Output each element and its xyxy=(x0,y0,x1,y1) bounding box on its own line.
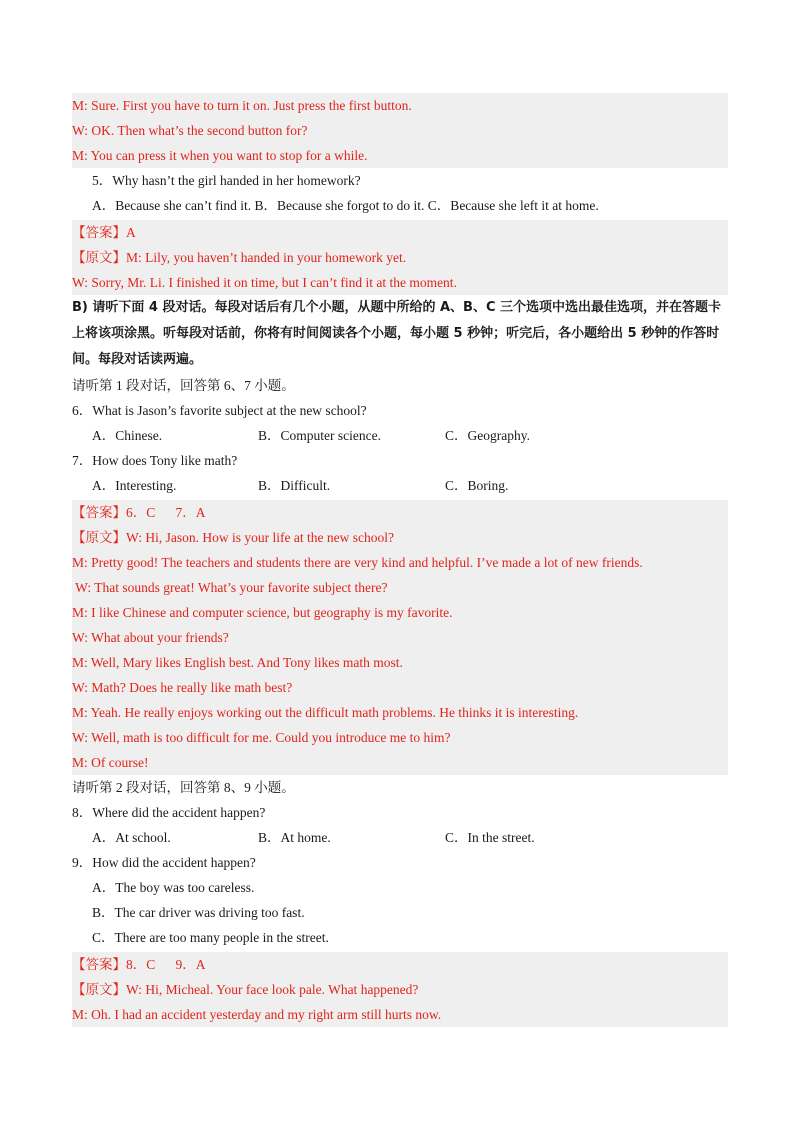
option-a: A．Interesting. xyxy=(92,478,177,493)
question-8-options xyxy=(72,825,728,850)
transcript-line: M: Sure. First you have to turn it on. Just press the first button. xyxy=(72,98,412,113)
transcript-line: M: Pretty good! The teachers and students there are very kind and helpful. I’ve made a lot of new friends. xyxy=(72,555,643,570)
option-a: A．Chinese. xyxy=(92,428,163,443)
transcript-line: M: I like Chinese and computer science, but geography is my favorite. xyxy=(72,605,453,620)
option-c: C．In the street. xyxy=(445,830,535,845)
section-b-instruction: B) 请听下面 4 段对话。每段对话后有几个小题，从题中所给的 A、B、C 三个选项中选出最佳选项，并在答题卡上将该项涂黑。听每段对话前，你将有时间阅读各个小题，每小题 5 秒钟；听完后，各小题给出 5 秒钟的作答时间。每段对话读两遍。 xyxy=(72,300,722,367)
question-8: 8．Where did the accident happen? xyxy=(72,805,266,820)
answer-5: 【答案】A xyxy=(72,225,136,240)
transcript-line: W: OK. Then what’s the second button for? xyxy=(72,123,308,138)
answer-8-9: 【答案】8．C 9．A xyxy=(72,957,206,972)
question-6: 6．What is Jason’s favorite subject at the new school? xyxy=(72,403,367,418)
option-c: C．Geography. xyxy=(445,428,530,443)
option-a: A．The boy was too careless. xyxy=(92,880,255,895)
transcript-line: M: You can press it when you want to stop for a while. xyxy=(72,148,368,163)
transcript-block-1 xyxy=(72,93,728,168)
transcript-line: 【原文】W: Hi, Micheal. Your face look pale. What happened? xyxy=(72,982,419,997)
transcript-line: W: Sorry, Mr. Li. I finished it on time, but I can’t find it at the moment. xyxy=(72,275,457,290)
transcript-line: 【原文】W: Hi, Jason. How is your life at the new school? xyxy=(72,530,394,545)
dialog-2-intro: 请听第 2 段对话，回答第 8、9 小题。 xyxy=(72,780,295,795)
transcript-line: 【原文】M: Lily, you haven’t handed in your homework yet. xyxy=(72,250,407,265)
option-b: B．The car driver was driving too fast. xyxy=(92,905,305,920)
answer-block-8-9 xyxy=(72,952,728,1027)
question-5: 5．Why hasn’t the girl handed in her homework? xyxy=(92,173,361,188)
answer-block-6-7 xyxy=(72,500,728,775)
option-b: B．At home. xyxy=(258,830,331,845)
option-b: B．Difficult. xyxy=(258,478,331,493)
document-page xyxy=(72,93,728,1027)
option-b: B．Computer science. xyxy=(258,428,381,443)
option-a: A．At school. xyxy=(92,830,171,845)
answer-block-5 xyxy=(72,220,728,295)
dialog-1-intro: 请听第 1 段对话，回答第 6、7 小题。 xyxy=(72,378,295,393)
question-5-options: A．Because she can’t find it. B．Because she forgot to do it. C．Because she left it at home. xyxy=(92,198,599,213)
question-7-options xyxy=(72,473,728,498)
transcript-line: M: Yeah. He really enjoys working out the difficult math problems. He thinks it is interesting. xyxy=(72,705,579,720)
question-9: 9．How did the accident happen? xyxy=(72,855,256,870)
transcript-line: M: Oh. I had an accident yesterday and my right arm still hurts now. xyxy=(72,1007,442,1022)
transcript-line: M: Well, Mary likes English best. And Tony likes math most. xyxy=(72,655,403,670)
option-c: C．Boring. xyxy=(445,478,509,493)
question-6-options xyxy=(72,423,728,448)
transcript-line: W: That sounds great! What’s your favorite subject there? xyxy=(72,580,388,595)
transcript-line: W: Well, math is too difficult for me. Could you introduce me to him? xyxy=(72,730,451,745)
transcript-line: M: Of course! xyxy=(72,755,149,770)
option-c: C．There are too many people in the street. xyxy=(92,930,329,945)
question-7: 7．How does Tony like math? xyxy=(72,453,238,468)
transcript-line: W: Math? Does he really like math best? xyxy=(72,680,293,695)
answer-6-7: 【答案】6．C 7．A xyxy=(72,505,206,520)
transcript-line: W: What about your friends? xyxy=(72,630,229,645)
